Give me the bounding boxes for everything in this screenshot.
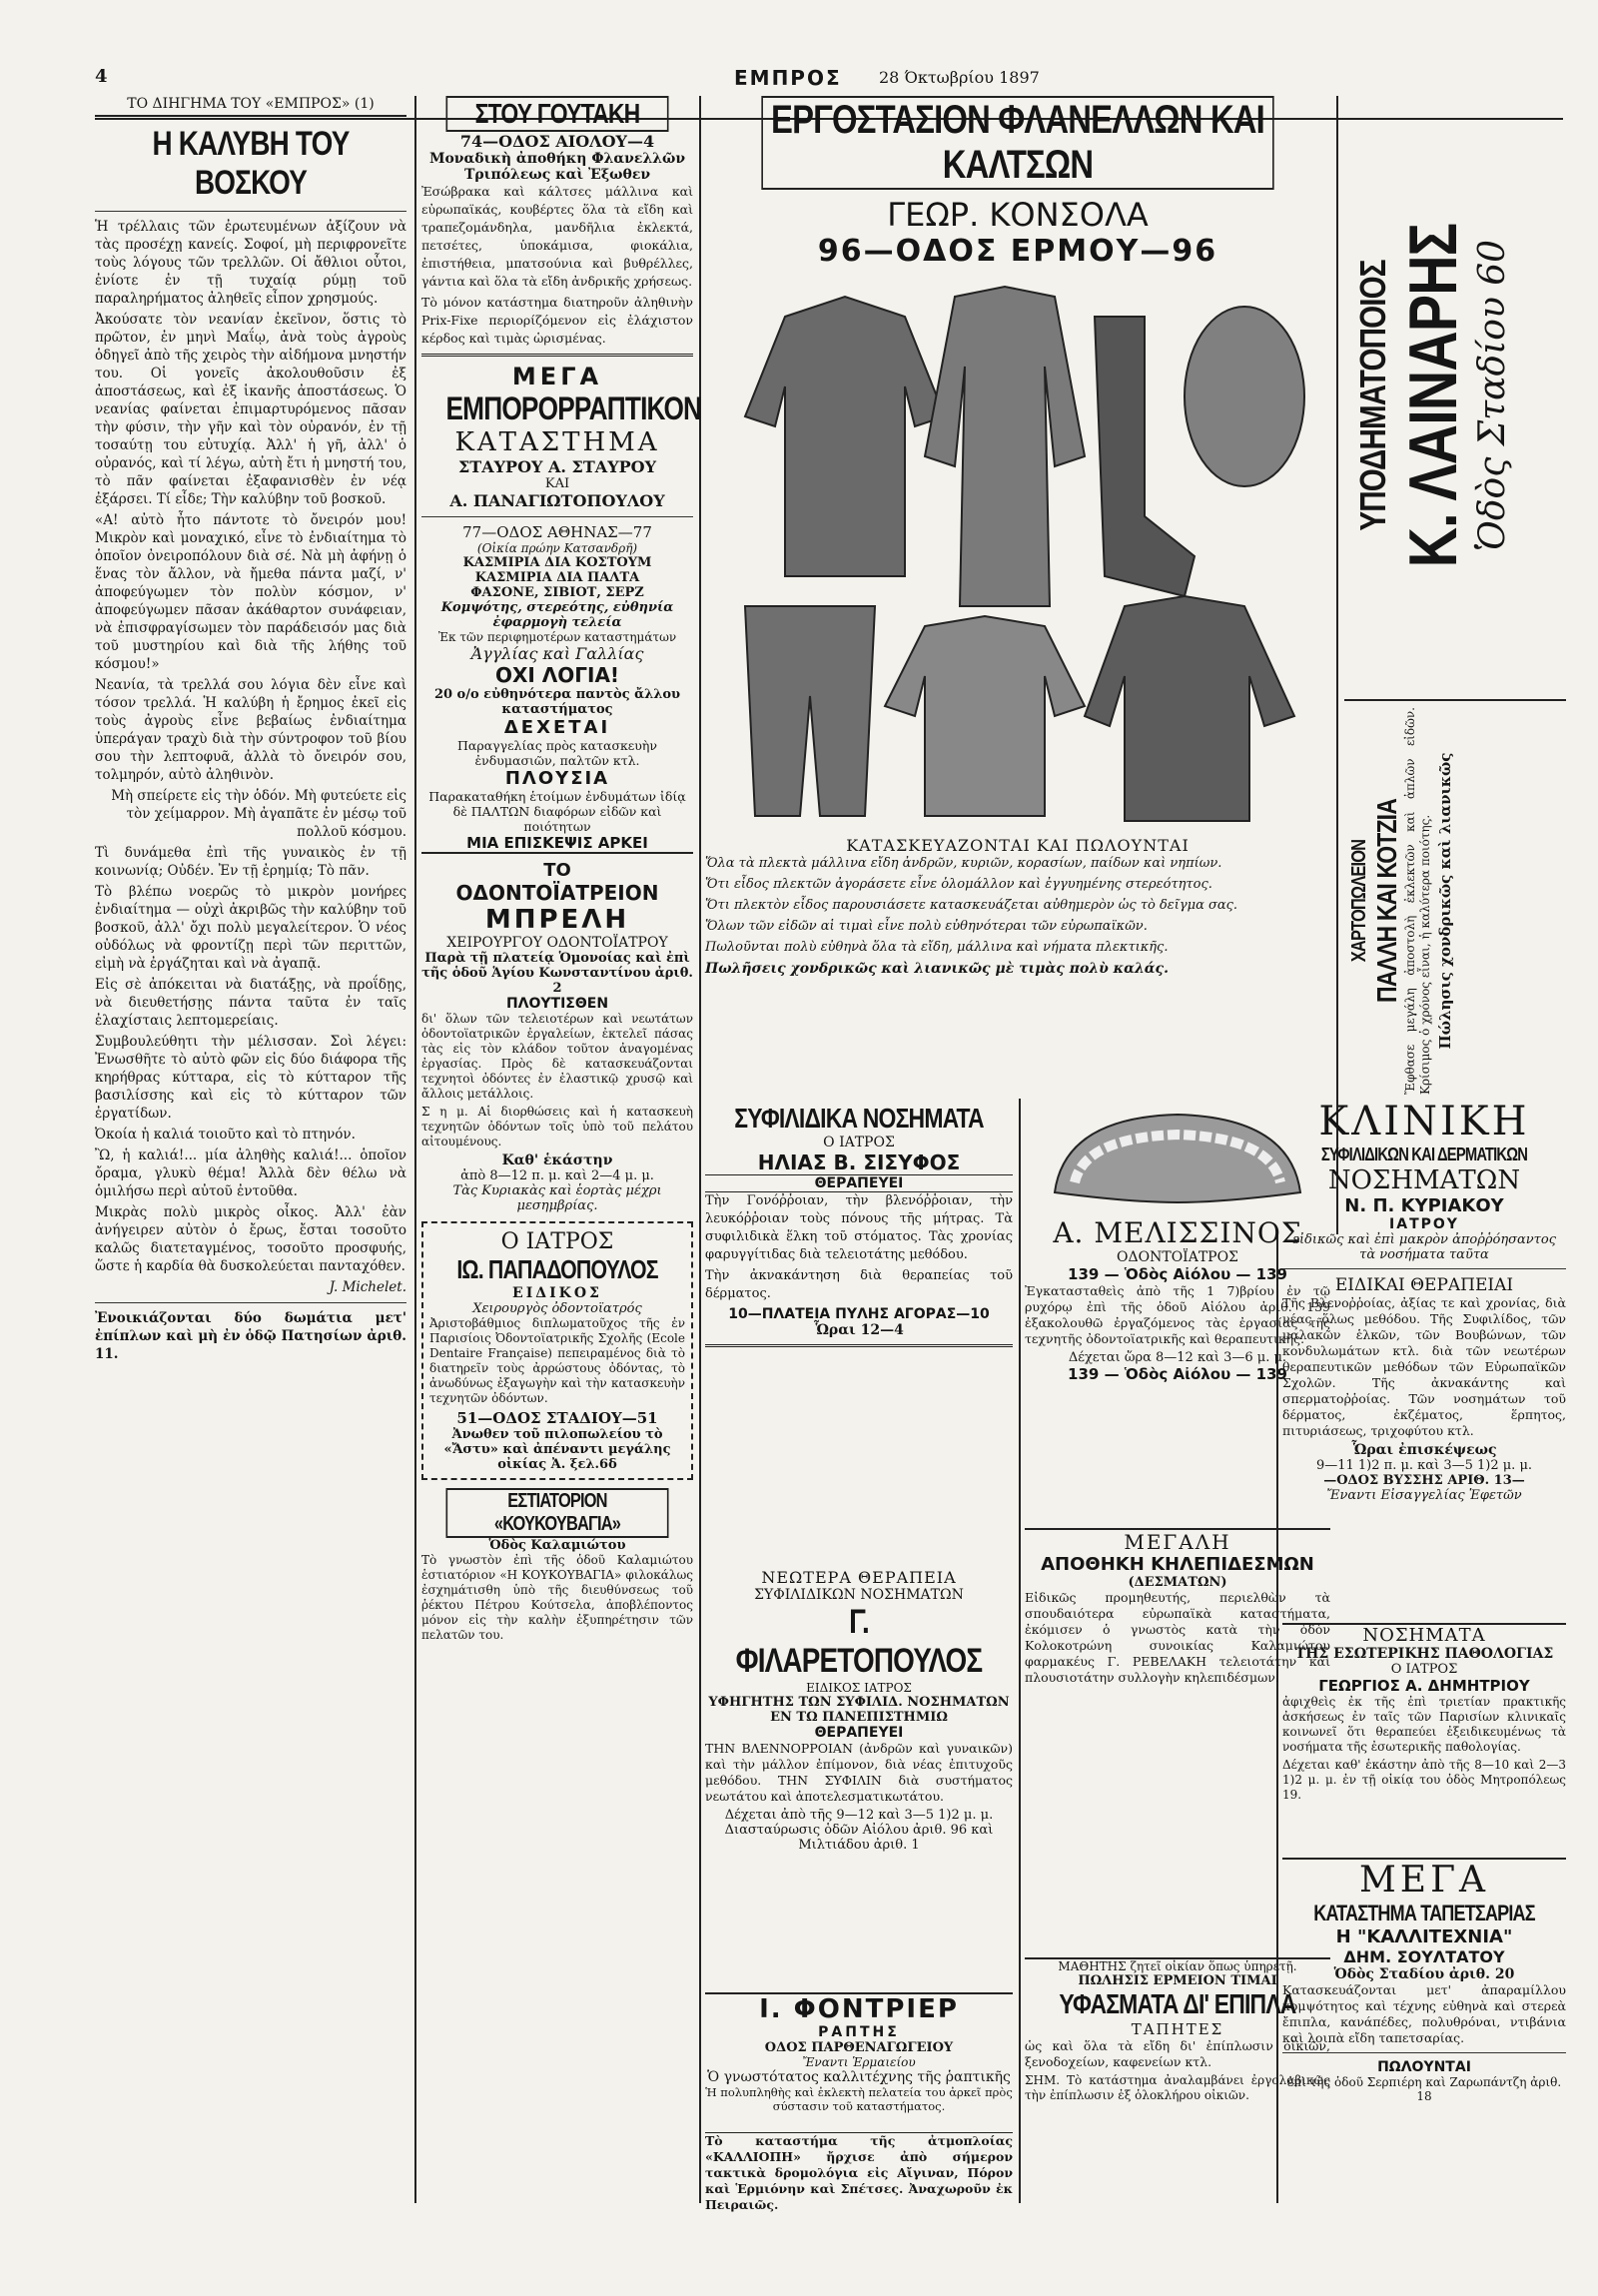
melissinos-address2: 139 — Ὁδὸς Αἰόλου — 139 [1068,1365,1287,1383]
melissinos-body: Ἐγκατασταθεὶς ἀπὸ τῆς 1 7)βρίου ἐν τῷ ρυχόρῳ ἐπὶ τῆς ὁδοῦ Αἰόλου ἀριθ. 139 ἐξακολουθῶ ἐργαζόμενος τὰς ἐργασίας τῆς τεχνητῆς ὀδοντοϊατρικῆς καὶ θεραπευτικῆς. [1025,1283,1330,1346]
sisyfos-hours: Ὧραι 12—4 [814,1322,904,1338]
tapetsaria-name: Η "ΚΑΛΛΙΤΕΧΝΙΑ" [1335,1926,1513,1947]
melissinos-hours: Δέχεται ὥρα 8—12 καὶ 3—6 μ. μ. [1068,1350,1287,1365]
brelis-hours-title: Καθ' ἑκάστην [501,1152,613,1168]
empororaptikon-line: ΚΑΣΜΙΡΙΑ ΔΙΑ ΠΑΛΤΑ [474,570,640,585]
dimitriou-hours: Δέχεται καθ' ἑκάστην ἀπὸ τῆς 8—10 καὶ 2—3 1)2 μ. μ. ἐν τῇ οἰκίᾳ του ὁδὸς Μητροπόλεως 19. [1282,1758,1566,1802]
fontrier-footer: Ἡ πολυπληθὴς καὶ ἐκλεκτὴ πελατεία του ἀρκεῖ πρὸς σύστασιν τοῦ καταστήματος. [705,2085,1013,2113]
ermeion-sub: ΤΑΠΗΤΕΣ [1131,2020,1224,2038]
sisyfos-name: ΗΛΙΑΣ Β. ΣΙΣΥΦΟΣ [757,1150,961,1174]
story-paragraph: Ἡ τρέλλαις τῶν ἐρωτευμένων ἀξίζουν νὰ τὰς προσέχῃ κανείς. Σοφοί, μὴ περιφρονεῖτε τοὺς λόγους τῶν τρελλῶν. Οἱ ἄθλιοι οὗτοι, ἐνίοτε ἐν τῇ τυχαίᾳ ρύμῃ τοῦ παραληρήματος ἀληθεῖς εἶπον χρησμούς. [95,219,406,307]
ad-konsola [705,96,1330,1095]
tapetsaria-footer-title: ΠΩΛΟΥΝΤΑΙ [1377,2059,1471,2075]
column-divider [414,96,416,2203]
konsola-address: 96—ΟΔΟΣ ΕΡΜΟΥ—96 [817,234,1218,269]
tapetsaria-body: Κατασκευάζονται μετ' ἀπαραμίλλου κομψότητος καὶ τέχνης εὐθηνὰ καὶ στερεὰ ἔπιπλα, κανάπέδες, πολυθρόναι, ντιβάνια καὶ λοιπὰ εἴδη ταπετσαρίας. [1282,1982,1566,2045]
fontrier-body: Ὁ γνωστότατος καλλιτέχνης τῆς ῥαπτικῆς [707,2069,1011,2085]
tapetsaria-address: Ὁδὸς Σταδίου ἀριθ. 20 [1333,1966,1515,1982]
filaretopoulos-subtitle: ΥΦΗΓΗΤΗΣ ΤΩΝ ΣΥΦΙΛΙΔ. ΝΟΣΗΜΑΤΩΝ ΕΝ ΤΩ ΠΑΝΕΠΙΣΤΗΜΙΩ [708,1695,1010,1725]
papadopoulos-specialty: Χειρουργὸς ὀδοντοϊατρός [472,1301,642,1316]
story-section: ΤΟ ΔΙΗΓΗΜΑ ΤΟΥ «ΕΜΠΡΟΣ» (1) [95,96,406,117]
empororaptikon-line: ΦΑΣΟΝΕ, ΣΙΒΙΟΤ, ΣΕΡΖ [470,585,644,600]
konsola-line: Πωλῆσεις χονδρικῶς καὶ λιανικῶς μὲ τιμὰς πολὺ καλάς. [705,961,1169,977]
brelis-subtitle: ΧΕΙΡΟΥΡΓΟΥ ΟΔΟΝΤΟΪΑΤΡΟΥ [446,935,668,951]
story-paragraph: Τὸ βλέπω νοερῶς τὸ μικρὸν μονήρες ἐνδιαίτημα — οὐχὶ ἀκριβῶς τὴν καλύβην τοῦ βοσκοῦ, ἀλλ' ὄχι πολὺ μεγαλείτερον. Ὁ νέος οὐδόλως νὰ φροντίζῃ περὶ τῶν περιττῶν, εἰμὴ νὰ ἐργάζηται καὶ νὰ ἀγαπᾷ. [95,884,406,972]
goutakis-title: ΣΤΟΥ ΓΟΥΤΑΚΗ [445,96,668,132]
filaretopoulos-sub: ΣΥΦΙΛΙΔΙΚΩΝ ΝΟΣΗΜΑΤΩΝ [754,1587,964,1603]
ermeion-note: ΣΗΜ. Τὸ κατάστημα ἀναλαμβάνει ἐργολαβικῶς τὴν ἐπίπλωσιν ἐξ ὁλοκλήρου οἰκιῶν. [1025,2073,1330,2102]
ad-kotzia [1344,699,1566,1101]
fontrier-note: Ἔναντι Ἑρμαιείου [802,2055,916,2069]
column-two [421,96,702,2203]
story-column [95,96,406,2203]
konsola-line: Ὅτι εἶδος πλεκτῶν ἀγοράσετε εἶνε ὁλομάλλον καὶ ἐγγυημένης στερεότητος. [705,877,1212,892]
tapetsaria-footer: ἐπὶ τῆς ὁδοῦ Σερπιέρη καὶ Ζαρωπάντζη ἀριθ. 18 [1286,2075,1562,2103]
papadopoulos-name: ΙΩ. ΠΑΠΑΔΟΠΟΥΛΟΣ [456,1254,658,1284]
empororaptikon-address-note: (Οἰκία πρώην Κατσανδρῆ) [476,541,638,555]
fontrier-name: Ι. ΦΟΝΤΡΙΕΡ [759,1994,959,2024]
header-date: 28 Όκτωβρίου 1897 [879,68,1040,87]
ad-kyriakou [1282,1099,1566,1618]
dimitriou-top: ΝΟΣΗΜΑΤΑ [1362,1625,1486,1646]
story-paragraph: Ἀκούσατε τὸν νεανίαν ἐκεῖνον, ὅστις τὸ πρῶτον, ἐν μηνὶ Μαΐῳ, ἀνὰ τοὺς ἀγροὺς ὁδηγεῖ ἀπὸ τῆς χειρὸς τὴν αἰδήμονα μνηστήν του. Οἱ γονεῖς ἀκολουθοῦσιν ἐξ ἀποστάσεως, καὶ ἐξ ἱκανῆς ἀποστάσεως. Ὁ νεανίας φαίνεται ἐπιμαρτυρόμενος πᾶσαν τὴν φύσιν, τὴν γῆν καὶ τὸν οὐρανόν, ἐν τῇ τοσαύτῃ του εὐτυχίᾳ. Ἀλλ' ἡ γῆ, ἀλλ' ὁ οὐρανός, καὶ τί λέγω, αὐτὴ ἔτι ἡ μνηστή του, τὸ πᾶν φαίνεται ἐξαφανισθὲν ἐν νέᾳ ἐξάρσει. Τί εἶδε; Τὴν καλύβην τοῦ βοσκοῦ. [95,312,406,507]
empororaptikon-line: Ἀγγλίας καὶ Γαλλίας [470,644,644,663]
kalliopi-body: Τὸ καταστήμα τῆς ἀτμοπλοίας «ΚΑΛΛΙΟΠΗ» ἤρχισε ἀπὸ σήμερον τακτικὰ δρομολόγια εἰς Αἴγιναν, Πόρον καὶ Ἑρμιόνην καὶ Σπέτσες. Ἀναχωροῦν ἐκ Πειραιῶς. [705,2133,1013,2212]
melissinos-address: 139 — Ὁδὸς Αἰόλου — 139 [1068,1265,1287,1283]
sisyfos-specialty: Τὴν ἀκνακάντηση διὰ θεραπείας τοῦ δέρματος. [705,1268,1013,1301]
brelis-to: ΤΟ [543,860,571,881]
story-paragraph: Νεανία, τὰ τρελλά σου λόγια δὲν εἶνε καὶ τόσον τρελλά. Ἡ καλύβη ἡ ἔρημος ἐκεῖ εἰς τοὺς ἀγροὺς εἶνε βεβαίως ἐνδιαίτημα ὑπεράγαν τραχὺ διὰ τὴν σύντροφον τοῦ βίου σου τὴν λεπτοφυᾶ, ἀλλὰ τὸ ὄνειρόν σου, τολμηρόν, αὐτὸ ἀληθινὸν. [95,677,406,783]
papadopoulos-footer: Ἀνωθεν τοῦ πιλοπωλείου τὸ «Ἄστυ» καὶ ἀπέναντι μεγάλης οἰκίας Ἀ. ξελ.6δ [443,1427,671,1472]
tapetsaria-owner: ΔΗΜ. ΣΟΥΛΤΑΤΟΥ [1343,1947,1505,1966]
column-divider [1019,1099,1021,2203]
lainaris-address: Ὁδὸς Σταδίου 60 [1472,239,1513,552]
koukouvagia-body: Τὸ γνωστὸν ἐπὶ τῆς ὁδοῦ Καλαμιώτου ἑστιατόριον «Η ΚΟΥΚΟΥΒΑΓΙΑ» φιλοκάλως ἐσχημάτισθη ὑπὸ τῆς διευθύνσεως τοῦ ῥέκτου Πέτρου Κούτσελα, ἀποβλέποντος μόνον εἰς τὴν καλὴν ἐξυπηρέτησιν τῶν πελατῶν του. [421,1553,693,1642]
page-number: 4 [95,66,108,87]
ermeion-body: ὡς καὶ ὅλα τὰ εἴδη δι' ἐπίπλωσιν οἰκιῶν, ξενοδοχείων, καφενείων κτλ. [1025,2038,1330,2069]
story-author: J. Michelet. [329,1279,406,1295]
brelis-name: ΜΠΡΕΛΗ [484,905,630,935]
empororaptikon-mega: ΜΕΓΑ [511,363,603,390]
empororaptikon-owner1: ΣΤΑΥΡΟΥ Α. ΣΤΑΥΡΟΥ [457,457,656,476]
story-paragraph: Εἰς σὲ ἀπόκειται νὰ διατάξῃς, νὰ προΐδῃς, νὰ διευθετήσῃς πάντα ταῦτα ἐν ταῖς ἐλαχίσταις λεπτομερείαις. [95,977,406,1029]
kotzia-body: Ἔφθασε μεγάλη ἀποστολὴ ἐκλεκτῶν καὶ ἀπλῶν εἰδῶν. Κρίσιμος ὁ χρόνος εἶναι, ἡ καλύτερα ποιότης. [1403,707,1432,1095]
ad-koukouvagia [421,1488,693,1643]
goutakis-address: 74—ΟΔΟΣ ΑΙΟΛΟΥ—4 [459,132,655,151]
story-paragraph: Τὶ δυνάμεθα ἐπὶ τῆς γυναικὸς ἐν τῇ κοινωνίᾳ; Οὐδέν. Ἐν τῇ ἐρημίᾳ; Τὸ πᾶν. [95,845,406,879]
ermeion-title: ΥΦΑΣΜΑΤΑ ΔΙ' ΕΠΙΠΛΑ [1059,1988,1296,2019]
dimitriou-doctor: Ο ΙΑΤΡΟΣ [1390,1662,1458,1677]
ermeion-line2: ΠΩΛΗΣΙΣ ΕΡΜΕΙΟΝ ΤΙΜΑΙ [1078,1973,1277,1988]
story-paragraph: «Α! αὐτὸ ἦτο πάντοτε τὸ ὄνειρόν μου! Μικρὸν καὶ μοναχικό, εἶνε τὸ ἐνδιαίτημα τὸ ὁποῖον ὀνειροπόλουν διὰ σέ. Νὰ μὴ ἀφήνῃ ὁ ἕνας τὸν ἄλλον, νὰ ἤμεθα πάντα μαζί, ν' ἀποφεύγωμεν τὸν πολὺν κόσμον, ν' ἀποφεύγωμεν πᾶσαν ἀκάθαρτον συνάφειαν, νὰ ἐπισφραγίσωμεν τὸν παράδεισόν μας διὰ τοῦ μυστηρίου καὶ διὰ τῆς λήθης τοῦ κόσμου!» [95,512,406,672]
story-paragraph: Ὀκοία ἡ καλιά τοιοῦτο καὶ τὸ πτηνόν. [95,1127,356,1143]
goutakis-subtitle: Μοναδικὴ ἀποθήκη Φλανελλῶν Τριπόλεως καὶ Ἐξωθεν [428,151,686,183]
papadopoulos-doctor: Ο ΙΑΤΡΟΣ [500,1229,614,1254]
brelis-note: Σ η μ. Αἱ διορθώσεις καὶ ἡ κατασκευὴ τεχνητῶν ὀδόντων τοῖς ὑπὸ τοῦ πελάτου αἰτουμένους. [421,1105,693,1148]
empororaptikon-line: Κομψότης, στερεότης, εὐθηνία ἐφαρμογὴ τελεία [440,600,674,630]
kyriakou-address: —ΟΔΟΣ ΒΥΣΣΗΣ ΑΡΙΘ. 13— [1323,1473,1525,1488]
masthead: ΕΜΠΡΟΣ [734,66,842,90]
brelis-heading: ΠΛΟΥΤΙΣΘΕΝ [505,996,609,1012]
goutakis-footer: Τὸ μόνον κατάστημα διατηροῦν ἀληθινὴν Prix-Fixe περιορίζόμενον εἰς ἐλάχιστον κέρδος καὶ τιμὰς ὡρισμένας. [421,295,693,346]
ad-filaretopoulos [705,1568,1013,1987]
brelis-title: ΟΔΟΝΤΟΪΑΤΡΕΙΟΝ [455,881,659,905]
story-paragraph: Μὴ σπείρετε εἰς τὴν ὁδόν. Μὴ φυτεύετε εἰς τὸν χείμαρρον. Μὴ ἀγαπᾶτε ἐν μέσῳ τοῦ πολλοῦ κόσμου. [111,788,406,840]
dimitriou-title: ΤΗΣ ΕΣΩΤΕΡΙΚΗΣ ΠΑΘΟΛΟΓΙΑΣ [1294,1646,1554,1662]
melissinos-title: ΟΔΟΝΤΟΪΑΤΡΟΣ [1117,1249,1238,1265]
tapetsaria-mega: ΜΕΓΑ [1358,1860,1490,1901]
konsola-line: Ὅλων τῶν εἰδῶν αἱ τιμαὶ εἶνε πολὺ εὐθηνότεραι τῶν εὐρωπαϊκῶν. [705,919,1148,934]
empororaptikon-line: Παραγγελίας πρὸς κατασκευὴν ἐνδυμασιῶν, παλτῶν κτλ. [457,738,657,768]
tapetsaria-title: ΚΑΤΑΣΤΗΜΑ ΤΑΠΕΤΣΑΡΙΑΣ [1313,1901,1535,1925]
sisyfos-title: ΣΥΦΙΛΙΔΙΚΑ ΝΟΣΗΜΑΤΑ [734,1103,984,1134]
sisyfos-body: Τὴν Γονόῤῥοιαν, τὴν βλενόῤῥοιαν, τὴν λευκόῤῥοιαν τοὺς πόνους τῆς μήτρας. Τὰ συφιλιδικὰ ἕλκη τοῦ στόματος. Τὰς χρονίας φαρυγγίτιδας διὰ τελειοτάτης μεθόδου. [705,1193,1013,1262]
kyriakou-sub: ΣΥΦΙΛΙΔΙΚΩΝ ΚΑΙ ΔΕΡΜΑΤΙΚΩΝ [1320,1145,1528,1164]
konsola-line: Πωλοῦνται πολὺ εὐθηνὰ ὅλα τὰ εἴδη, μάλλινα καὶ νήματα πλεκτικῆς. [705,940,1169,955]
kyriakou-hours: 9—11 1)2 π. μ. καὶ 3—5 1)2 μ. μ. [1315,1458,1533,1473]
empororaptikon-kai: ΚΑΙ [544,476,570,491]
kyriakou-intro: εἰδικῶς καὶ ἐπὶ μακρὸν ἀποῤῥόησαντος τὰ νοσήματα ταῦτα [1292,1232,1556,1262]
kyriakou-title: ΚΛΙΝΙΚΗ [1318,1099,1530,1145]
kyriakou-hours-title: Ὧραι ἐπισκέψεως [1351,1442,1497,1458]
rebelakis-title: ΑΠΟΘΗΚΗ ΚΗΛΕΠΙΔΕΣΜΩΝ [1041,1554,1314,1575]
ad-tapetsaria [1282,1858,1566,2204]
ad-dimitriou [1282,1623,1566,1855]
brelis-body: δι' ὅλων τῶν τελειοτέρων καὶ νεωτάτων ὀδοντοϊατρικῶν ἐργαλείων, ἐκτελεῖ πάσας τὰς εἰς τὸν κλάδον τοῦτον ἀναγομένας ἐργασίας. Πρὸς δὲ κατασκευάζονται τεχνητοὶ ὀδόντες ἐν ἐλαστικῷ χρυσῷ καὶ ἄλλοις μετάλλοις. [421,1012,693,1101]
empororaptikon-line: Ἐκ τῶν περιφημοτέρων καταστημάτων [437,630,677,644]
papadopoulos-body: Ἀριστοβάθμιος διπλωματοῦχος τῆς ἐν Παρισίοις Ὀδοντοϊατρικῆς Σχολῆς (Ecole Dentaire Française) πεπειραμένος διὰ τὸ διατηρεῖν τοὺς ἀρρώστους ὀδόντας, τὸ ἀνωδύνως ἐξαγωγὴν καὶ τὴν κατασκευὴν τεχνητῶν ὀδόντων. [429,1316,685,1405]
filaretopoulos-hours: Δέχεται ἀπὸ τῆς 9—12 καὶ 3—5 1)2 μ. μ. [724,1808,994,1823]
empororaptikon-title: ΕΜΠΟΡΟΡΡΑΠΤΙΚΟΝ [445,390,702,426]
goutakis-body: Ἐσώβρακα καὶ κάλτσες μάλλινα καὶ εὐρωπαϊκάς, κουβέρτες ὅλα τὰ εἴδη καὶ τραπεζομάνδηλα, μανδῆλια ἐκλεκτά, πετσέτες, ὑποκάμισα, φιοκάλια, ἐπιστήθεια, μπατσούνια καὶ βυθρέλλες, γάντια καὶ ὅλα τὰ εἴδη ἀνδρικῆς χρήσεως. [421,184,693,289]
papadopoulos-address: 51—ΟΔΟΣ ΣΤΑΔΙΟΥ—51 [456,1409,658,1427]
kyriakou-sub2: ΝΟΣΗΜΑΤΩΝ [1327,1165,1521,1195]
konsola-line: Ὅλα τὰ πλεκτὰ μάλλινα εἴδη ἀνδρῶν, κυριῶν, κορασίων, παίδων καὶ νηπίων. [705,856,1222,871]
ad-brelis [421,860,693,1213]
konsola-title: ΕΡΓΟΣΤΑΣΙΟΝ ΦΛΑΝΕΛΛΩΝ ΚΑΙ ΚΑΛΤΣΩΝ [761,96,1273,190]
filaretopoulos-top: ΝΕΩΤΕΡΑ ΘΕΡΑΠΕΙΑ [761,1568,957,1587]
empororaptikon-line: ΟΧΙ ΛΟΓΙΑ! [494,663,620,687]
ad-sisyfos [705,1103,1013,1562]
brelis-hours-note: Τὰς Κυριακὰς καὶ ἑορτὰς μέχρι μεσημβρίας. [452,1183,662,1213]
empororaptikon-line: ΔΕΧΕΤΑΙ [503,717,611,738]
filaretopoulos-therapeuei: ΘΕΡΑΠΕΥΕΙ [814,1725,904,1741]
ad-kalliopi [705,2132,1013,2212]
filaretopoulos-address: Διασταύρωσις ὁδῶν Αἰόλου ἀριθ. 96 καὶ Μιλτιάδου ἀριθ. 1 [724,1823,994,1853]
kyriakou-iatros: ΙΑΤΡΟΥ [1389,1216,1459,1232]
rebelakis-sub: (ΔΕΣΜΑΤΩΝ) [1128,1575,1227,1590]
rebelakis-body: Εἰδικῶς προμηθευτής, περιελθὼν τὰ σπουδαιότερα εὐρωπαϊκὰ καταστήματα, ἐκόμισεν ὁ γνωστὸς κατὰ τὴν ὁδὸν Κολοκοτρώνη συνοικίας Καλαμιώτου φαρμακέυς Γ. ΡΕΒΕΛΑΚΗ τελειοτάτην καὶ πλουσιοτάτην συλλογὴν κηλεπιδέσμων. [1025,1590,1330,1685]
story-paragraph: Μικρὰς πολὺ μικρὸς οἶκος. Ἀλλ' ἐὰν ἀνήγειρεν αὐτὸν ὁ ἔρως, ἔσται τοσοῦτο καλῶς διατεταγμένος, τοσοῦτο προσφυής, ὥστε ἡ καρδία θὰ δυσκολεύεται πανταχόθεν. [95,1204,406,1274]
konsola-line: Ὅτι πλεκτὸν εἶδος παρουσιάσετε κατασκευάζεται αὐθημερὸν ὡς τὸ δεῖγμα σας. [705,898,1238,913]
dimitriou-name: ΓΕΩΡΓΙΟΣ Α. ΔΗΜΗΤΡΙΟΥ [1318,1677,1530,1695]
empororaptikon-line: ΠΛΟΥΣΙΑ [504,768,610,789]
empororaptikon-line: ΚΑΣΜΙΡΙΑ ΔΙΑ ΚΟΣΤΟΥΜ [462,555,652,570]
brelis-hours: ἀπὸ 8—12 π. μ. καὶ 2—4 μ. μ. [460,1168,654,1183]
story-footer-ad: Ἐνοικιάζονται δύο δωμάτια μετ' ἐπίπλων καὶ μὴ ἐν ὁδῷ Πατησίων ἀριθ. 11. [95,1310,406,1362]
sisyfos-address: 10—ΠΛΑΤΕΙΑ ΠΥΛΗΣ ΑΓΟΡΑΣ—10 [728,1306,990,1322]
kotzia-name: ΠΑΛΛΗ ΚΑΙ ΚΟΤΖΙΑ [1371,799,1402,1003]
empororaptikon-address: 77—ΟΔΟΣ ΑΘΗΝΑΣ—77 [462,523,652,541]
koukouvagia-address: Ὁδὸς Καλαμιώτου [488,1538,626,1553]
ad-empororaptikon [421,363,702,854]
column-divider [1336,96,1338,1234]
story-title: Η ΚΑΛΥΒΗ ΤΟΥ ΒΟΣΚΟΥ [152,125,350,202]
ad-fontrier [705,1992,1013,2129]
lainaris-label: ΥΠΟΔΗΜΑΤΟΠΟΙΟΣ [1352,260,1393,531]
rebelakis-top: ΜΕΓΑΛΗ [1124,1530,1231,1554]
filaretopoulos-body: ΤΗΝ ΒΛΕΝΝΟΡΡΟΙΑΝ (ἀνδρῶν καὶ γυναικῶν) καὶ τὴν μάλλον ἐπίμονον, διὰ νέας ἐπιτυχοῦς μεθόδου. ΤΗΝ ΣΥΦΙΛΙΝ διὰ συστήματος νεωτάτου καὶ ἀποτελεσματικωτάτου. [705,1741,1013,1804]
kotzia-footer: Πώλησις χονδρικῶς καὶ λιανικῶς [1436,752,1454,1050]
ad-goutakis [421,96,693,348]
sisyfos-therapeuei: ΘΕΡΑΠΕΥΕΙ [705,1174,1013,1192]
kyriakou-address-note: Ἔναντι Εἰσαγγελίας Ἐφετῶν [1326,1488,1522,1503]
koukouvagia-title: ΕΣΤΙΑΤΟΡΙΟΝ «ΚΟΥΚΟΥΒΑΓΙΑ» [445,1488,668,1538]
kyriakou-name: Ν. Π. ΚΥΡΙΑΚΟΥ [1344,1195,1504,1216]
sisyfos-doctor: Ο ΙΑΤΡΟΣ [823,1135,895,1150]
filaretopoulos-name: Γ. ΦΙΛΑΡΕΤΟΠΟΥΛΟΣ [735,1603,983,1680]
empororaptikon-line: ΜΙΑ ΕΠΙΣΚΕΨΙΣ ΑΡΚΕΙ [421,834,693,854]
konsola-owner: ΓΕΩΡ. ΚΟΝΣΟΛΑ [887,196,1149,234]
fontrier-address: ΟΔΟΣ ΠΑΡΘΕΝΑΓΩΓΕΙΟΥ [764,2040,954,2055]
papadopoulos-eidikos: ΕΙΔΙΚΟΣ [512,1285,602,1301]
story-paragraph: Συμβουλεύθητι τὴν μέλισσαν. Σοὶ λέγει: Ἐνωσθῆτε τὸ αὐτὸ φῶν εἰς δύο διάφορα τῆς κηρήθρας κύτταρα, εἰς τὸ κύτταρον τῆς βασιλίσσης καὶ εἰς τὸ κύτταρον τῶν ἐργατίδων. [95,1034,406,1122]
empororaptikon-owner2: Α. ΠΑΝΑΓΙΩΤΟΠΟΥΛΟΥ [449,491,665,510]
lainaris-name: Κ. ΛΑΙΝΑΡΗΣ [1395,223,1471,568]
filaretopoulos-title: ΕΙΔΙΚΟΣ ΙΑΤΡΟΣ [806,1681,912,1695]
story-paragraph: Ὢ, ἡ καλιά!... μία ἀληθὴς καλιά!... ὁποῖον ὄραμα, γλυκὺ θέμα! Ἀλλὰ δὲν θέλω νὰ ὁμιλήσω περὶ αὐτοῦ ἐντοῦθα. [95,1148,406,1199]
dimitriou-body: ἀφιχθεὶς ἐκ τῆς ἐπὶ τριετίαν πρακτικῆς ἀσκήσεως ἐν ταῖς τῶν Παρισίων κλινικαῖς κοινωνεῖ ὅτι θεραπεύει ἐξειδικευμένως τὰ νοσήματα τῆς ἐσωτερικῆς παθολογίας. [1282,1695,1566,1754]
melissinos-name: Α. ΜΕΛΙΣΣΙΝΟΣ [1053,1216,1302,1249]
fontrier-title: ΡΑΠΤΗΣ [818,2024,900,2040]
empororaptikon-line: 20 ο/ο εὐθηνότερα παντὸς ἄλλου καταστήματος [433,687,681,717]
empororaptikon-subtitle: ΚΑΤΑΣΤΗΜΑ [454,427,660,457]
brelis-address: Παρὰ τῇ πλατείᾳ Ὁμονοίας καὶ ἐπὶ τῆς ὁδοῦ Ἁγίου Κωνσταντίνου ἀριθ. 2 [421,951,693,996]
knitwear-illustration [705,277,1330,836]
kyriakou-body: Τῆς Βλενοῤῥοίας, ἀξίας τε καὶ χρονίας, διὰ νέας ὅλως μεθόδου. Τῆς Συφιλίδος, τῶν μαλακῶν ἑλκῶν, τῶν Βουβώνων, τῶν κονδυλωμάτων κτλ. διὰ τῶν νεωτέρων θεραπευτικῶν μεθόδων τῶν Εὐρωπαϊκῶν Σχολῶν. Τῆς ἀκνακάντης καὶ σπερματοῤῥοίας. Τῶν νοσημάτων τοῦ δέρματος, ἐκζέματος, ἕρπητος, πιτυριάσεως, τριχοφύτου κτλ. [1282,1295,1566,1438]
konsola-caption: ΚΑΤΑΣΚΕΥΑΖΟΝΤΑΙ ΚΑΙ ΠΩΛΟΥΝΤΑΙ [846,836,1190,855]
ad-papadopoulos [421,1221,693,1480]
kyriakou-heading: ΕΙΔΙΚΑΙ ΘΕΡΑΠΕΙΑΙ [1334,1275,1514,1295]
ermeion-line1: ΜΑΘΗΤΗΣ ζητεῖ οἰκίαν ὅπως ὑπηρετῇ. [1058,1959,1297,1973]
empororaptikon-line: Παρακαταθήκη ἑτοίμων ἐνδυμάτων ἰδίᾳ δὲ ΠΑΛΤΩΝ διαφόρων εἰδῶν καὶ ποιότητων [428,789,686,834]
kotzia-title: ΧΑΡΤΟΠΩΛΕΙΟΝ [1348,839,1370,963]
ad-lainaris [1344,96,1566,695]
